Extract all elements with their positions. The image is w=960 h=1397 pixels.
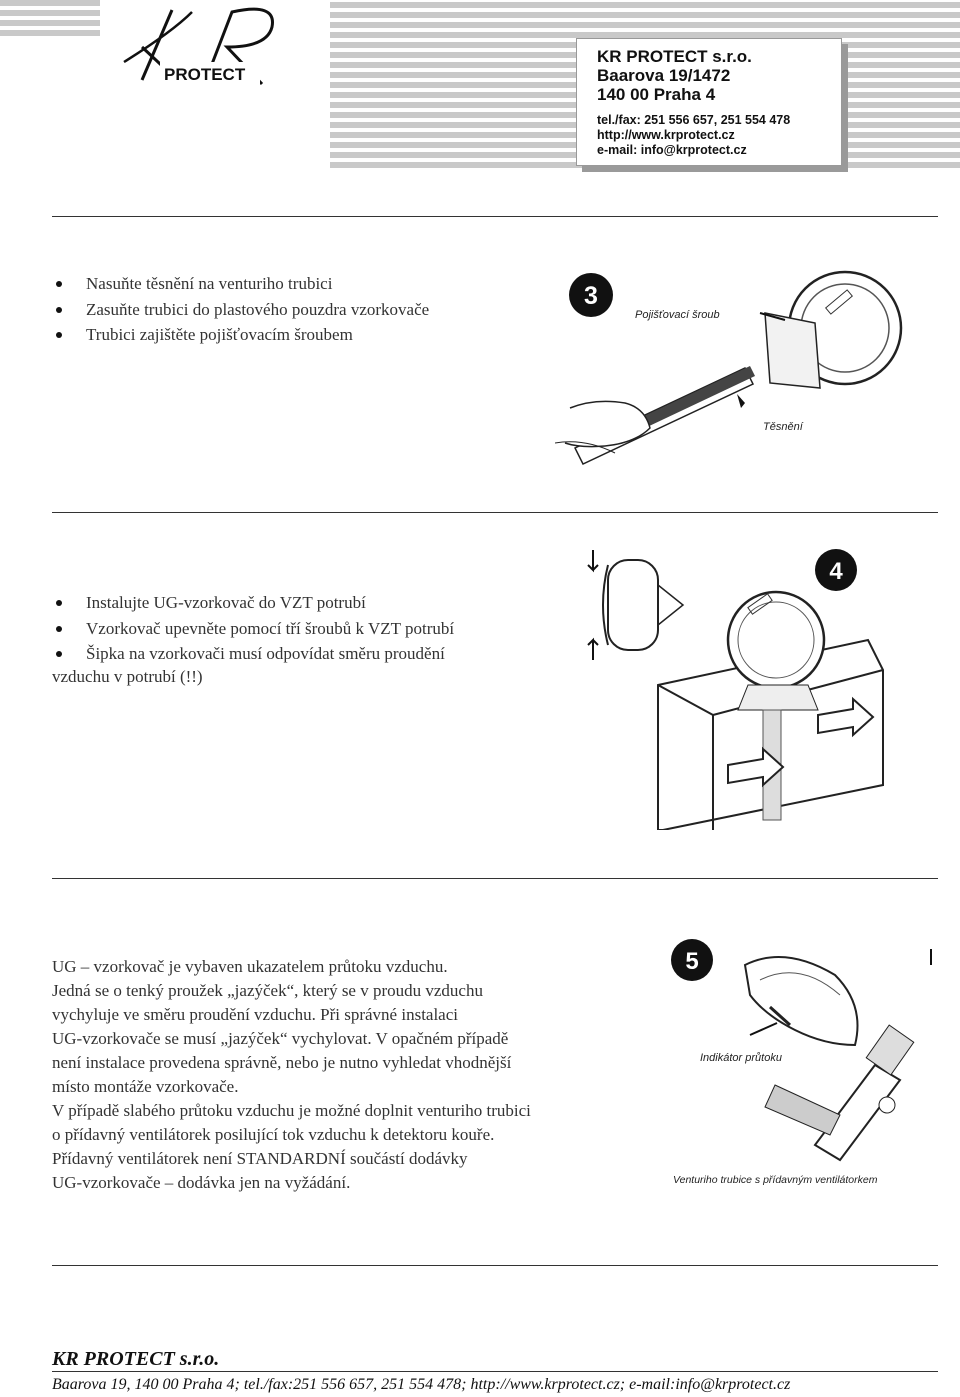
label-venturi-fan: Venturiho trubice s přídavným ventilátorkem xyxy=(673,1174,878,1186)
figure-step-3 xyxy=(555,258,925,473)
section2-bullet: Instalujte UG-vzorkovač do VZT potrubí xyxy=(52,590,454,616)
step-3-number: 3 xyxy=(584,282,598,310)
section3-line: V případě slabého průtoku vzduchu je možné doplnit venturiho trubici xyxy=(52,1101,531,1120)
hand-sketch xyxy=(565,401,650,446)
section3-line: o přídavný ventilátorek posilující tok vzduchu k detektoru kouře. xyxy=(52,1125,495,1144)
section3-line: UG – vzorkovač je vybaven ukazatelem průtoku vzduchu. xyxy=(52,957,448,976)
section2-bullet-list xyxy=(52,590,454,667)
label-safety-screw: Pojišťovací šroub xyxy=(635,309,720,321)
section3-line: UG-vzorkovače – dodávka jen na vyžádání. xyxy=(52,1173,351,1192)
section1-bullet: Trubici zajištěte pojišťovacím šroubem xyxy=(52,322,429,348)
section3-line: vychyluje ve směru proudění vzduchu. Při správné instalaci xyxy=(52,1005,458,1024)
divider-4 xyxy=(52,1265,938,1266)
section3-line: Jedná se o tenký proužek „jazýček“, který se v proudu vzduchu xyxy=(52,981,483,1000)
section1-bullet: Zasuňte trubici do plastového pouzdra vzorkovače xyxy=(52,297,429,323)
contact-city: 140 00 Praha 4 xyxy=(597,85,716,104)
contact-box xyxy=(576,38,842,166)
logo-mark xyxy=(112,2,327,90)
label-seal: Těsnění xyxy=(763,421,803,433)
footer-divider xyxy=(52,1371,938,1372)
figure-step-5 xyxy=(665,935,940,1190)
contact-phone: tel./fax: 251 556 657, 251 554 478 xyxy=(597,113,791,127)
step-4-number: 4 xyxy=(829,558,843,585)
section3-line: UG-vzorkovače se musí „jazýček“ vychylovat. V opačném případě xyxy=(52,1029,509,1048)
contact-web: http://www.krprotect.cz xyxy=(597,128,735,142)
figure-step-4 xyxy=(578,545,918,830)
section3-text xyxy=(52,955,531,1195)
contact-company: KR PROTECT s.r.o. xyxy=(597,47,752,66)
step-5-number: 5 xyxy=(685,948,699,975)
divider-1 xyxy=(52,216,938,217)
sampler-side-view xyxy=(608,560,658,650)
header-stripes-left xyxy=(0,0,100,40)
section3-line: Přídavný ventilátorek není STANDARDNÍ součástí dodávky xyxy=(52,1149,468,1168)
section2-continuation: vzduchu v potrubí (!!) xyxy=(52,667,203,686)
company-logo xyxy=(112,2,327,90)
section2-bullet: Šipka na vzorkovači musí odpovídat směru proudění xyxy=(52,641,454,667)
divider-2 xyxy=(52,512,938,513)
sampler-partial xyxy=(745,957,858,1045)
section3-line: místo montáže vzorkovače. xyxy=(52,1077,239,1096)
footer-company: KR PROTECT s.r.o. xyxy=(52,1348,220,1370)
logo-text: PROTECT xyxy=(164,65,246,84)
section1-bullet: Nasuňte těsnění na venturiho trubici xyxy=(52,271,429,297)
footer-address: Baarova 19, 140 00 Praha 4; tel./fax:251 556 657, 251 554 478; http://www.krprotect.cz; e-mail:info@krprotect.cz xyxy=(52,1376,791,1393)
contact-street: Baarova 19/1472 xyxy=(597,66,731,85)
label-flow-indicator: Indikátor průtoku xyxy=(700,1052,782,1064)
section1-bullet-list xyxy=(52,271,429,348)
section2-bullet: Vzorkovač upevněte pomocí tří šroubů k VZT potrubí xyxy=(52,616,454,642)
sampler-front xyxy=(728,592,824,688)
divider-3 xyxy=(52,878,938,879)
section3-line: není instalace provedena správně, nebo je nutno vyhledat vhodnější xyxy=(52,1053,512,1072)
contact-email: e-mail: info@krprotect.cz xyxy=(597,143,747,157)
